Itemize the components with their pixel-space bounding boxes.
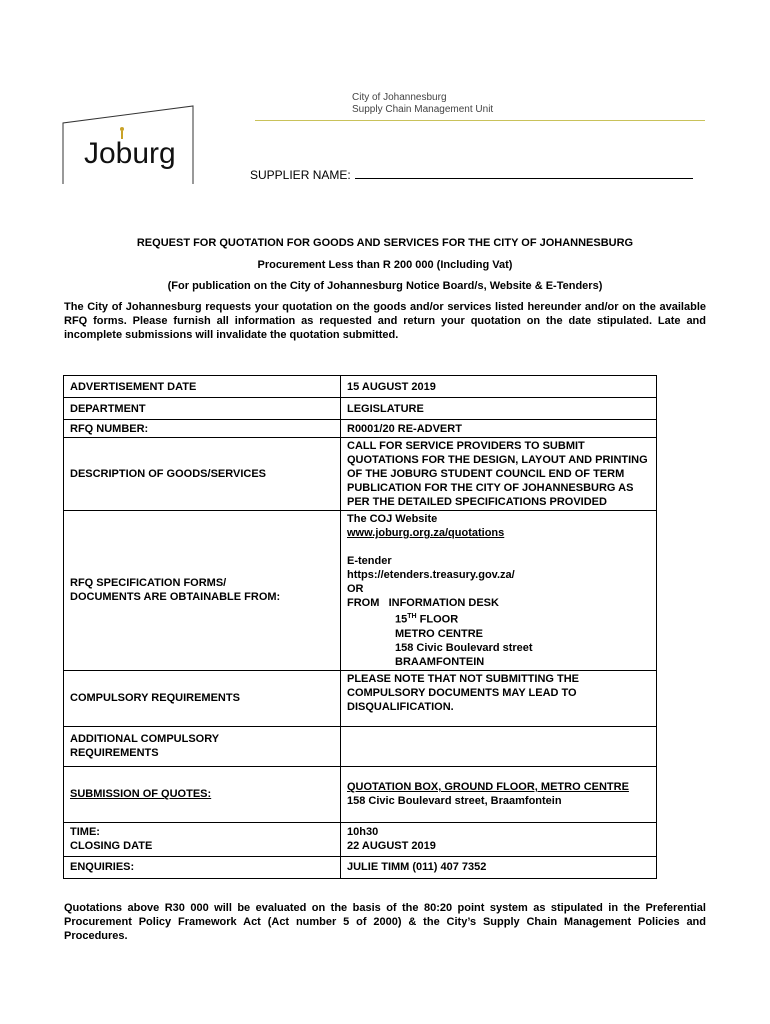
website-label: The COJ Website	[347, 513, 438, 525]
floor-number: 15	[395, 613, 408, 626]
rfq-number-label: RFQ NUMBER:	[64, 420, 341, 438]
supplier-name-field	[250, 168, 693, 182]
publication-note: (For publication on the City of Johannesburg Notice Board/s, Website & E-Tenders)	[167, 280, 603, 292]
table-row	[64, 511, 657, 671]
floor-text: FLOOR	[416, 613, 459, 626]
compulsory-value: PLEASE NOTE THAT NOT SUBMITTING THE COMPULSORY DOCUMENTS MAY LEAD TO DISQUALIFICATION.	[341, 670, 657, 726]
supplier-name-label: SUPPLIER NAME:	[250, 168, 351, 182]
closing-date-label: CLOSING DATE	[70, 840, 153, 853]
org-unit: Supply Chain Management Unit	[352, 104, 494, 115]
additional-label-line2: REQUIREMENTS	[70, 747, 159, 760]
table-row	[64, 822, 657, 856]
additional-label	[64, 726, 341, 766]
from-label: FROM	[347, 597, 380, 609]
from-line	[347, 596, 650, 610]
website-link[interactable]: www.joburg.org.za/quotations	[347, 527, 505, 539]
rfq-number-value: R0001/20 RE-ADVERT	[341, 420, 657, 438]
submission-label: SUBMISSION OF QUOTES:	[64, 766, 341, 822]
joburg-logo	[62, 105, 194, 185]
metro-centre: METRO CENTRE	[395, 627, 483, 640]
doc-subtitle: Procurement Less than R 200 000 (Including Vat)	[257, 259, 513, 271]
advert-date-value: 15 AUGUST 2019	[341, 376, 657, 398]
supplier-name-blank	[355, 168, 693, 179]
submission-address: 158 Civic Boulevard street, Braamfontein	[347, 795, 562, 808]
forms-value	[341, 511, 657, 671]
floor-suffix: TH	[407, 613, 417, 620]
org-header	[352, 92, 493, 116]
or-text: OR	[347, 583, 364, 595]
enquiries-value: JULIE TIMM (011) 407 7352	[341, 856, 657, 878]
etender-link[interactable]: https://etenders.treasury.gov.za/	[347, 569, 515, 581]
department-value: LEGISLATURE	[341, 398, 657, 420]
table-row	[64, 670, 657, 726]
time-closing-value	[341, 822, 657, 856]
time-closing-label	[64, 822, 341, 856]
evaluation-note: Quotations above R30 000 will be evaluated on the basis of the 80:20 point system as stipulated in the Preferential Procurement Policy Framework Act (Act number 5 of 2000) & the City’s Supply Chain Management Policies and Procedures.	[64, 902, 706, 942]
additional-value	[341, 726, 657, 766]
table-row	[64, 766, 657, 822]
department-label: DEPARTMENT	[64, 398, 341, 420]
info-desk: INFORMATION DESK	[388, 597, 499, 609]
submission-value	[341, 766, 657, 822]
description-label: DESCRIPTION OF GOODS/SERVICES	[64, 438, 341, 511]
advert-date-label: ADVERTISEMENT DATE	[64, 376, 341, 398]
etender-label: E-tender	[347, 555, 392, 567]
table-row	[64, 856, 657, 878]
table-row	[64, 420, 657, 438]
floor-line	[347, 610, 650, 627]
table-row	[64, 376, 657, 398]
forms-label-line2: DOCUMENTS ARE OBTAINABLE FROM:	[70, 591, 281, 604]
logo-wordmark: Joburg	[84, 137, 176, 170]
forms-label-line1: RFQ SPECIFICATION FORMS/	[70, 577, 227, 590]
suburb: BRAAMFONTEIN	[395, 655, 485, 668]
table-row	[64, 438, 657, 511]
table-row	[64, 726, 657, 766]
additional-label-line1: ADDITIONAL COMPULSORY	[70, 733, 220, 746]
street-address: 158 Civic Boulevard street	[395, 641, 533, 654]
org-name: City of Johannesburg	[352, 92, 447, 103]
intro-paragraph: The City of Johannesburg requests your quotation on the goods and/or services listed hereunder and/or on the available RFQ forms. Please furnish all information as requested and return your quotation on the date stipulated. Late and incomplete submissions will invalidate the quotation submitted.	[64, 301, 706, 341]
submission-location: QUOTATION BOX, GROUND FLOOR, METRO CENTRE	[347, 781, 629, 794]
compulsory-label: COMPULSORY REQUIREMENTS	[64, 670, 341, 726]
description-value: CALL FOR SERVICE PROVIDERS TO SUBMIT QUOTATIONS FOR THE DESIGN, LAYOUT AND PRINTING OF THE JOBURG STUDENT COUNCIL END OF TERM PUBLICATION FOR THE CITY OF JOHANNESBURG AS PER THE DETAILED SPECIFICATIONS PROVIDED	[341, 438, 657, 511]
doc-title: REQUEST FOR QUOTATION FOR GOODS AND SERVICES FOR THE CITY OF JOHANNESBURG	[136, 237, 634, 249]
forms-label	[64, 511, 341, 671]
enquiries-label: ENQUIRIES:	[64, 856, 341, 878]
header-rule	[255, 120, 705, 121]
rfq-details-table	[63, 375, 657, 879]
closing-date-value: 22 AUGUST 2019	[347, 840, 436, 853]
time-value: 10h30	[347, 826, 379, 839]
time-label: TIME:	[70, 826, 100, 839]
table-row	[64, 398, 657, 420]
